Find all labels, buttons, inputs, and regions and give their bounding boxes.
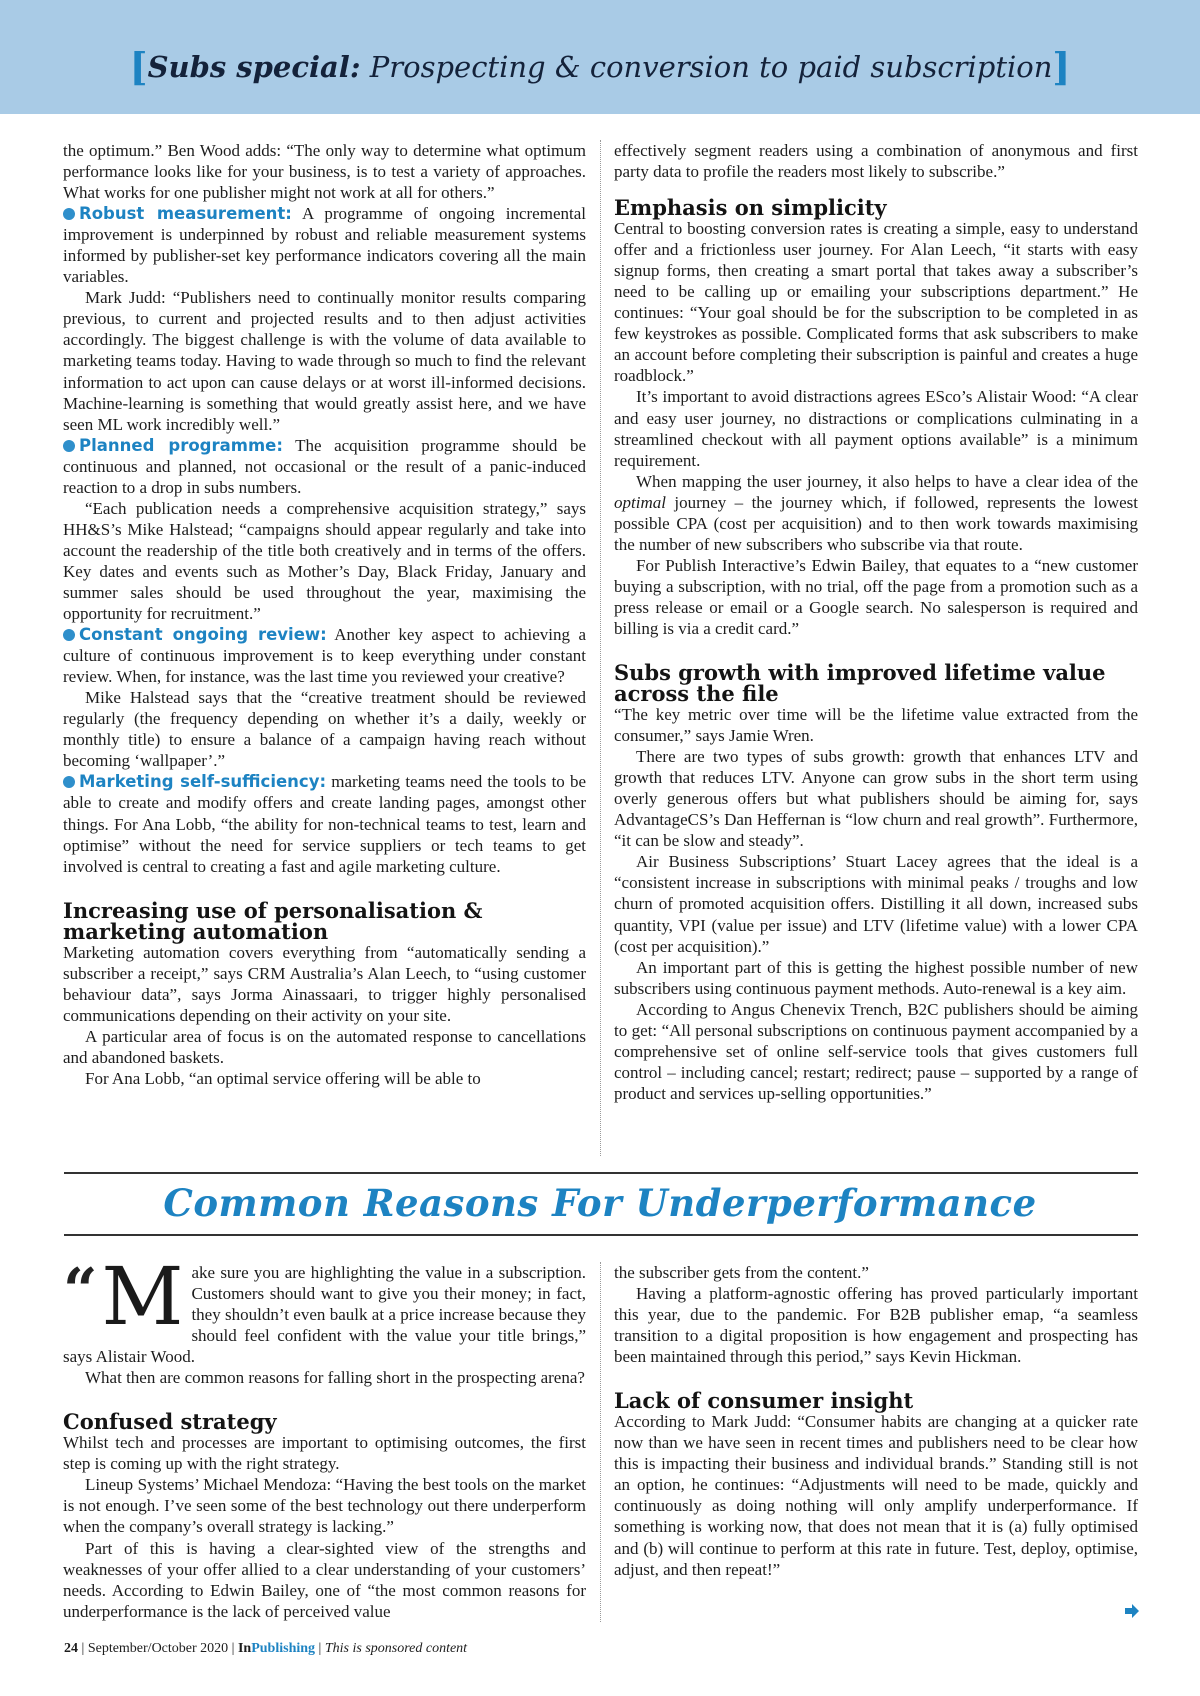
page-footer bbox=[64, 1641, 467, 1657]
section-rule-top bbox=[64, 1172, 1138, 1174]
column-divider bbox=[600, 1262, 601, 1622]
bullet-paragraph bbox=[63, 203, 586, 287]
spacer bbox=[63, 1388, 586, 1411]
paragraph bbox=[63, 1250, 586, 1367]
paragraph: There are two types of subs growth: growth that enhances LTV and growth that reduces LTV. Anyone can grow subs in the short term using overly generous offers but what publishers should be aiming for, says AdvantageCS’s Dan Heffernan is “low churn and real growth”. Furthermore, “it can be slow and steady”. bbox=[614, 747, 1138, 851]
footer-separator: | bbox=[228, 1641, 238, 1656]
header-bracket-open: [ bbox=[129, 44, 148, 89]
text-run: When mapping the user journey, it also helps to have a clear idea of the bbox=[636, 471, 1138, 491]
drop-cap: M bbox=[101, 1250, 184, 1343]
column-bottom-left bbox=[63, 1250, 586, 1622]
page-header-title bbox=[0, 44, 1200, 89]
brand-publishing: Publishing bbox=[251, 1641, 316, 1656]
paragraph: Air Business Subscriptions’ Stuart Lacey agrees that the ideal is a “consistent increase in subscriptions with minimal peaks / troughs and low churn of promoted acquisition offers. Distilling it all down, increased subs quantity, VPI (value per issue) and LTV (lifetime value) with a lower CPA (cost per acquisition).” bbox=[614, 852, 1138, 956]
section-heading: Subs growth with improved lifetime value across the file bbox=[614, 660, 1106, 707]
paragraph: Central to boosting conversion rates is creating a simple, easy to understand offer and a frictionless user journey. For Alan Leech, “it starts with easy signup forms, then creating a smart portal that takes away a subscriber’s need to be calling up or emailing your subscriptions department.” He continues: “Your goal should be for the subscription to be completed in as few keystrokes as possible. Complicated forms that ask subscribers to make an account before completing their subscription is painful and creates a huge roadblock.” bbox=[614, 219, 1138, 386]
quote-mark: “ bbox=[63, 1256, 98, 1326]
section-title: Common Reasons For Underperformance bbox=[163, 1181, 1037, 1225]
paragraph: Whilst tech and processes are important to optimising outcomes, the first step is coming up with the right strategy. bbox=[63, 1433, 586, 1474]
bullet-paragraph bbox=[63, 771, 586, 876]
paragraph: Marketing automation covers everything from “automatically sending a subscriber a receipt,” says CRM Australia’s Alan Leech, to “using customer behaviour data”, says Jorma Ainassaari, to trigger highly personalised communications depending on their activity on your site. bbox=[63, 942, 586, 1025]
paragraph: According to Angus Chenevix Trench, B2C publishers should be aiming to get: “All personal subscriptions on continuous payment accompanied by a comprehensive set of online self-service tools that gives customers full control – including cancel; restart; redirect; pause – supported by a range of product and services up-selling opportunities.” bbox=[614, 999, 1138, 1103]
spacer bbox=[614, 639, 1138, 662]
bullet-paragraph bbox=[63, 435, 586, 498]
paragraph: What then are common reasons for falling short in the prospecting arena? bbox=[85, 1368, 585, 1388]
header-title-rest: Prospecting & conversion to paid subscription bbox=[360, 50, 1053, 84]
bullet-dot-icon bbox=[63, 440, 75, 452]
footer-separator: | bbox=[78, 1641, 88, 1656]
bullet-text: A programme of ongoing incremental improvement is underpinned by robust and reliable measurement systems informed by publisher-set key performance indicators covering all the main variables. bbox=[63, 204, 586, 287]
paragraph: Lineup Systems’ Michael Mendoza: “Having the best tools on the market is not enough. I’ve seen some of the best technology out there underperform when the company’s overall strategy is lacking.” bbox=[63, 1475, 586, 1537]
paragraph bbox=[614, 471, 1138, 555]
brand-in: In bbox=[237, 1641, 252, 1656]
paragraph: A particular area of focus is on the automated response to cancellations and abandoned baskets. bbox=[63, 1026, 586, 1067]
bullet-paragraph bbox=[63, 624, 586, 687]
bullet-text: Another key aspect to achieving a culture of continuous improvement is to keep everything under constant review. When, for instance, was the last time you reviewed your creative? bbox=[63, 625, 587, 687]
bullet-dot-icon bbox=[63, 776, 75, 788]
paragraph: “The key metric over time will be the lifetime value extracted from the consumer,” says Jamie Wren. bbox=[614, 705, 1138, 746]
footer-separator: | bbox=[315, 1641, 325, 1656]
paragraph: the subscriber gets from the content.” bbox=[614, 1263, 869, 1282]
paragraph: Mark Judd: “Publishers need to continually monitor results comparing previous, to current and projected results and to then adjust activities accordingly. The biggest challenge is with the volume of data available to marketing teams today. Having to wade through so much to find the relevant information to act upon can cause delays or at worst ill-informed decisions. Machine-learning is something that would greatly assist here, and we have seen ML work incredibly well.” bbox=[63, 288, 586, 434]
paragraph: For Ana Lobb, “an optimal service offering will be able to bbox=[85, 1068, 481, 1088]
section-rule-bottom bbox=[64, 1234, 1138, 1236]
sponsored-note: This is sponsored content bbox=[324, 1641, 468, 1656]
spacer bbox=[614, 1367, 1138, 1390]
paragraph: For Publish Interactive’s Edwin Bailey, that equates to a “new customer buying a subscription, with no trial, off the page from a promotion such as a press release or email or a Google search. No salesperson is required and billing is via a credit card.” bbox=[614, 555, 1138, 638]
column-bottom-right bbox=[614, 1262, 1138, 1580]
paragraph: An important part of this is getting the highest possible number of new subscribers using continuous payment methods. Auto-renewal is a key aim. bbox=[614, 957, 1138, 998]
paragraph: According to Mark Judd: “Consumer habits are changing at a quicker rate now than we have seen in recent times and publishers need to be clear how this is impacting their business and individual brands.” Standing still is not an option, he continues: “Adjustments will need to be made, quickly and continuously as doing nothing will only amplify underperformance. If something is working now, that does not mean that it is (a) fully optimised and (b) will continue to perform at this rate in future. Test, deploy, optimise, adjust, and then repeat!” bbox=[614, 1412, 1138, 1579]
page-number: 24 bbox=[64, 1641, 78, 1656]
spacer bbox=[63, 877, 586, 900]
section-heading: Emphasis on simplicity bbox=[614, 195, 887, 221]
column-top-right bbox=[614, 140, 1138, 1104]
bullet-label: Planned programme: bbox=[79, 435, 283, 455]
paragraph: “Each publication needs a comprehensive acquisition strategy,” says HH&S’s Mike Halstead; “campaigns should appear regularly and take into account the readership of the title both creatively and in terms of the offers. Key dates and events such as Mother’s Day, Black Friday, January and summer sales should be used throughout the year, maximising the opportunity for recruitment.” bbox=[63, 498, 586, 624]
paragraph: effectively segment readers using a combination of anonymous and first party data to profile the readers most likely to subscribe.” bbox=[614, 141, 1138, 182]
arrow-right-icon bbox=[1124, 1603, 1140, 1619]
issue-date: September/October 2020 bbox=[87, 1641, 229, 1656]
bullet-label: Robust measurement: bbox=[79, 204, 292, 224]
paragraph: Mike Halstead says that the “creative treatment should be reviewed regularly (the frequency depending on whether it’s a daily, weekly or monthly title) to ensure a balance of a campaign having reach without becoming ‘wallpaper’.” bbox=[63, 688, 586, 771]
paragraph: It’s important to avoid distractions agrees ESco’s Alistair Wood: “A clear and easy user journey, no distractions or complications culminating in a streamlined checkout with all payment options available” is a minimum requirement. bbox=[614, 387, 1138, 470]
column-top-left bbox=[63, 140, 586, 1089]
paragraph: Having a platform-agnostic offering has proved particularly important this year, due to the pandemic. For B2B publisher emap, “a seamless transition to a digital proposition is how engagement and prospecting has been maintained through this period,” says Kevin Hickman. bbox=[614, 1284, 1138, 1367]
paragraph: Part of this is having a clear-sighted view of the strengths and weaknesses of your offer allied to a clear understanding of your customers’ needs. According to Edwin Bailey, one of “the most common reasons for underperformance is the lack of perceived value bbox=[63, 1538, 586, 1621]
header-bracket-close: ] bbox=[1052, 44, 1071, 89]
section-heading: Increasing use of personalisation & marketing automation bbox=[63, 897, 483, 944]
bullet-text: marketing teams need the tools to be able to create and modify offers and create landing pages, amongst other things. For Ana Lobb, “the ability for non-technical teams to test, learn and optimise” without the need for service suppliers or tech teams to get involved is central to creating a fast and agile marketing culture. bbox=[63, 772, 587, 876]
column-divider bbox=[600, 140, 601, 1156]
text-run: journey – the journey which, if followed, represents the lowest possible CPA (cost per acquisition) and to then work towards maximising the number of new subscribers who subscribe via that route. bbox=[614, 492, 1138, 554]
bullet-label: Marketing self-sufficiency: bbox=[79, 772, 327, 792]
bullet-label: Constant ongoing review: bbox=[79, 625, 327, 645]
header-title-bold: Subs special: bbox=[147, 50, 361, 84]
text-run: ake sure you are highlighting the value in a subscription. Customers should want to give you their money; in fact, they shouldn’t even baulk at a price increase because they should feel confident with the value your title brings,” says Alistair Wood. bbox=[63, 1263, 586, 1367]
paragraph: the optimum.” Ben Wood adds: “The only way to determine what optimum performance looks like for your business, is to test a variety of approaches. What works for one publisher might not work at all for others.” bbox=[63, 141, 586, 203]
italic-run: optimal bbox=[614, 492, 666, 512]
section-heading: Confused strategy bbox=[63, 1409, 277, 1435]
bullet-text: The acquisition programme should be continuous and planned, not occasional or the result of a panic-induced reaction to a drop in subs numbers. bbox=[63, 435, 586, 497]
bullet-dot-icon bbox=[63, 629, 75, 641]
bullet-dot-icon bbox=[63, 208, 75, 220]
section-heading: Lack of consumer insight bbox=[614, 1388, 914, 1414]
